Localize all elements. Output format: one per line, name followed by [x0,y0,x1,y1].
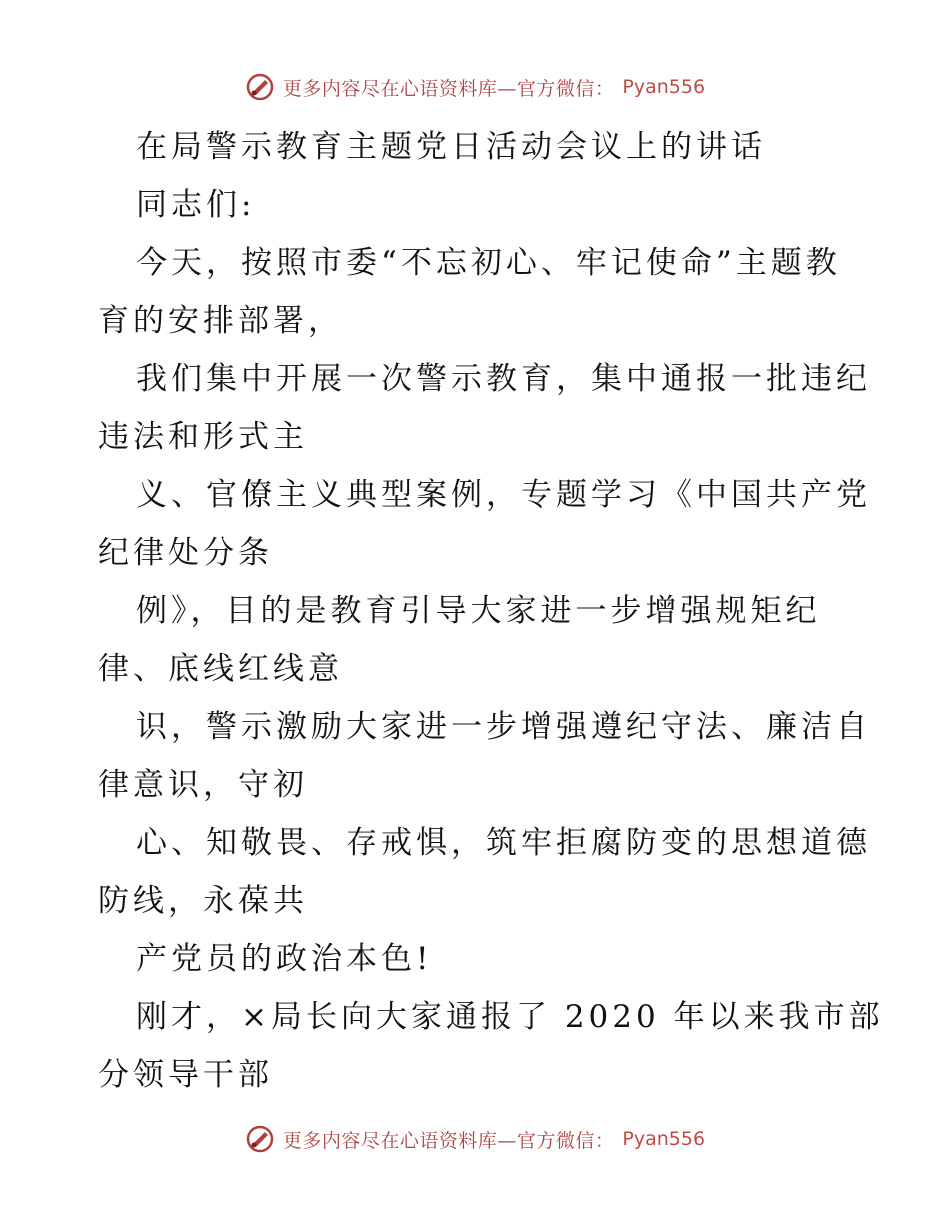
text-line: 分领导干部 [98,1057,273,1093]
watermark-logo-icon [245,1124,275,1154]
watermark-wechat-id: Pyan556 [622,1128,706,1150]
text-line: 违法和形式主 [98,419,308,455]
text-line: 刚才，×局长向大家通报了 2020 年以来我市部 [136,999,884,1035]
text-line: 今天，按照市委“不忘初心、牢记使命”主题教 [136,245,841,281]
text-line: 产党员的政治本色! [136,941,433,977]
text-line: 育的安排部署， [98,303,343,339]
document-body [98,118,884,1104]
footer-watermark [0,1124,950,1154]
watermark-text: 更多内容尽在心语资料库—官方微信： [282,77,615,100]
watermark-logo-icon [245,72,275,102]
text-line: 例》，目的是教育引导大家进一步增强规矩纪 [136,593,821,629]
text-line: 义、官僚主义典型案例，专题学习《中国共产党 [136,477,871,513]
text-line: 识，警示激励大家进一步增强遵纪守法、廉洁自 [136,709,871,745]
text-line: 律、底线红线意 [98,651,343,687]
text-line: 纪律处分条 [98,535,273,571]
text-line: 同志们: [136,187,256,223]
text-line: 在局警示教育主题党日活动会议上的讲话 [136,129,766,165]
header-watermark [0,72,950,102]
watermark-wechat-id: Pyan556 [622,76,706,98]
text-line: 防线，永葆共 [98,883,308,919]
text-line: 律意识，守初 [98,767,308,803]
text-line: 我们集中开展一次警示教育，集中通报一批违纪 [136,361,871,397]
text-line: 心、知敬畏、存戒惧，筑牢拒腐防变的思想道德 [136,825,871,861]
watermark-text: 更多内容尽在心语资料库—官方微信： [282,1129,615,1152]
